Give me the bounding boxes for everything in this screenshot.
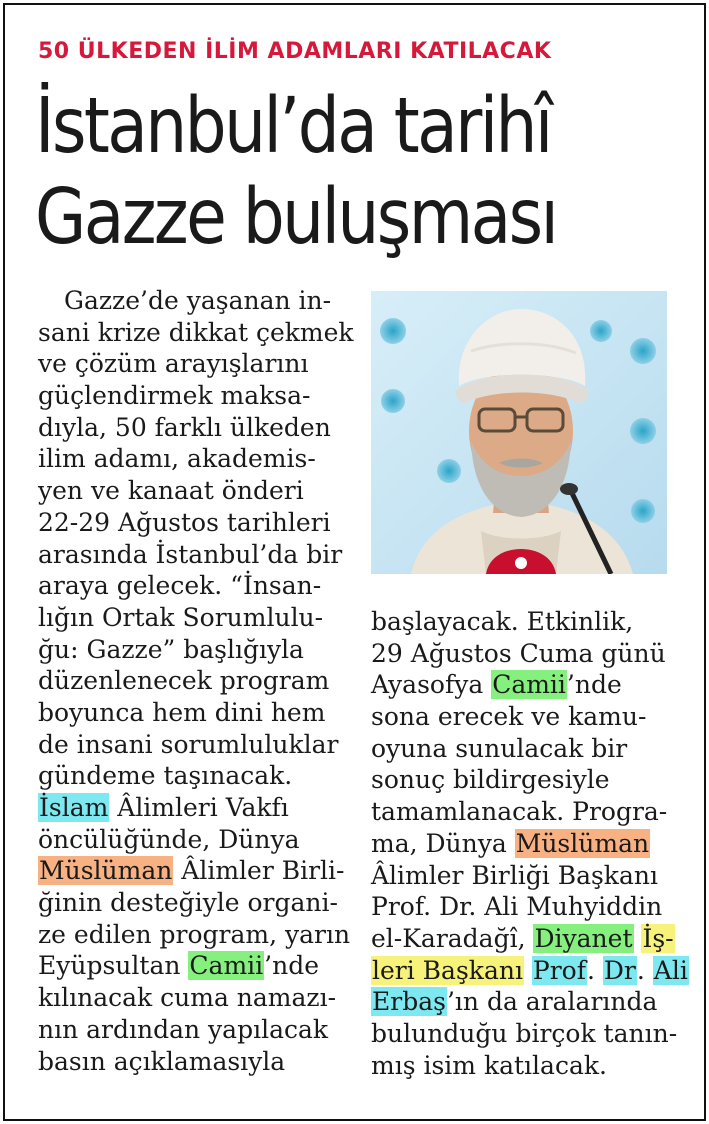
- highlighted-term: Diyanet: [534, 923, 633, 953]
- highlighted-term: Müslüman: [39, 856, 173, 886]
- text-line: [38, 792, 354, 824]
- text-line: Prof. Dr. Ali Muhyiddin: [371, 892, 663, 922]
- text-segment: ’nde: [566, 670, 622, 700]
- text-line: [371, 669, 689, 701]
- text-segment: .: [636, 955, 653, 985]
- text-line: ve çözüm arayışlarını: [38, 349, 309, 379]
- text-line: sani krize dikkat çekmek: [38, 317, 354, 347]
- text-segment: ma, Dünya: [371, 828, 515, 858]
- text-line: boyunca hem dini hem: [38, 697, 326, 727]
- text-segment: Ayasofya: [371, 670, 492, 700]
- portrait-photo-icon: [371, 291, 667, 574]
- text-line: basın açıklamasıyla: [38, 1046, 286, 1076]
- text-line: 22-29 Ağustos tarihleri: [38, 507, 331, 537]
- portrait-photo: [371, 291, 667, 574]
- text-line: başlayacak. Etkinlik,: [371, 607, 634, 636]
- text-line: [371, 923, 689, 955]
- highlighted-term: İş-: [642, 923, 674, 953]
- text-line: nın ardından yapılacak: [38, 1014, 329, 1044]
- kicker-headline: 50 ÜLKEDEN İLİM ADAMLARI KATILACAK: [38, 39, 552, 64]
- text-line: [371, 986, 689, 1018]
- text-line: de insani sorumluluklar: [38, 729, 339, 759]
- text-line: güçlendirmek maksa-: [38, 381, 311, 411]
- text-line: lığın Ortak Sorumlulu-: [38, 602, 324, 632]
- text-line: [371, 955, 689, 987]
- text-line: mış isim katılacak.: [371, 1050, 607, 1080]
- highlighted-term: Erbaş: [372, 987, 446, 1017]
- text-line: 29 Ağustos Cuma günü: [371, 638, 666, 668]
- headline-line: Gazze buluşması: [35, 173, 557, 262]
- text-line: gündeme taşınacak.: [38, 761, 293, 791]
- text-line: ilim adamı, akademis-: [38, 444, 316, 474]
- highlighted-term: leri Başkanı: [372, 955, 523, 985]
- text-line: dıyla, 50 farklı ülkeden: [38, 412, 331, 442]
- text-segment: Âlimler Birli-: [173, 856, 345, 886]
- text-segment: Eyüpsultan: [38, 951, 189, 981]
- text-line: ğinin desteğiyle organi-: [38, 888, 338, 918]
- highlighted-term: Ali: [653, 955, 688, 985]
- text-segment: ’ın da aralarında: [446, 987, 658, 1017]
- text-segment: [524, 956, 532, 985]
- article-column-left: [38, 285, 354, 1077]
- text-line: [38, 855, 354, 887]
- text-line: bulunduğu birçok tanın-: [371, 1018, 678, 1048]
- text-segment: Âlimleri Vakfı: [109, 793, 289, 822]
- text-line: tamamlanacak. Progra-: [371, 797, 668, 827]
- text-line: sona erecek ve kamu-: [371, 702, 647, 732]
- text-line: arasında İstanbul’da bir: [38, 539, 343, 569]
- highlighted-term: Müslüman: [515, 828, 650, 858]
- text-line: düzenlenecek program: [38, 666, 330, 696]
- text-line: oyuna sunulacak bir: [371, 733, 628, 763]
- article-column-right: [371, 606, 689, 1081]
- text-line: ze edilen program, yarın: [38, 919, 351, 949]
- text-line: sonuç bildirgesiyle: [371, 765, 610, 795]
- text-segment: ’nde: [264, 951, 319, 981]
- text-line: Gazze’de yaşanan in-: [64, 286, 332, 315]
- text-line: ğu: Gazze” başlığıyla: [38, 634, 304, 664]
- text-line: [371, 828, 689, 860]
- news-clipping-frame: [3, 3, 706, 1121]
- text-line: öncülüğünde, Dünya: [38, 824, 300, 854]
- highlighted-term: Dr: [603, 955, 636, 985]
- highlighted-term: Prof: [532, 955, 586, 985]
- text-line: yen ve kanaat önderi: [38, 476, 304, 506]
- text-line: Âlimler Birliği Başkanı: [371, 860, 658, 890]
- text-segment: .: [586, 955, 603, 985]
- text-line: kılınacak cuma namazı-: [38, 983, 337, 1013]
- text-line: [38, 950, 354, 982]
- main-headline: [35, 81, 556, 263]
- highlighted-term: Camii: [492, 670, 566, 700]
- text-line: araya gelecek. “İnsan-: [38, 571, 322, 601]
- highlighted-term: Camii: [189, 951, 264, 981]
- headline-line: İstanbul’da tarihî: [35, 82, 551, 171]
- text-segment: el-Karadağî,: [371, 923, 534, 953]
- highlighted-term: İslam: [39, 793, 109, 822]
